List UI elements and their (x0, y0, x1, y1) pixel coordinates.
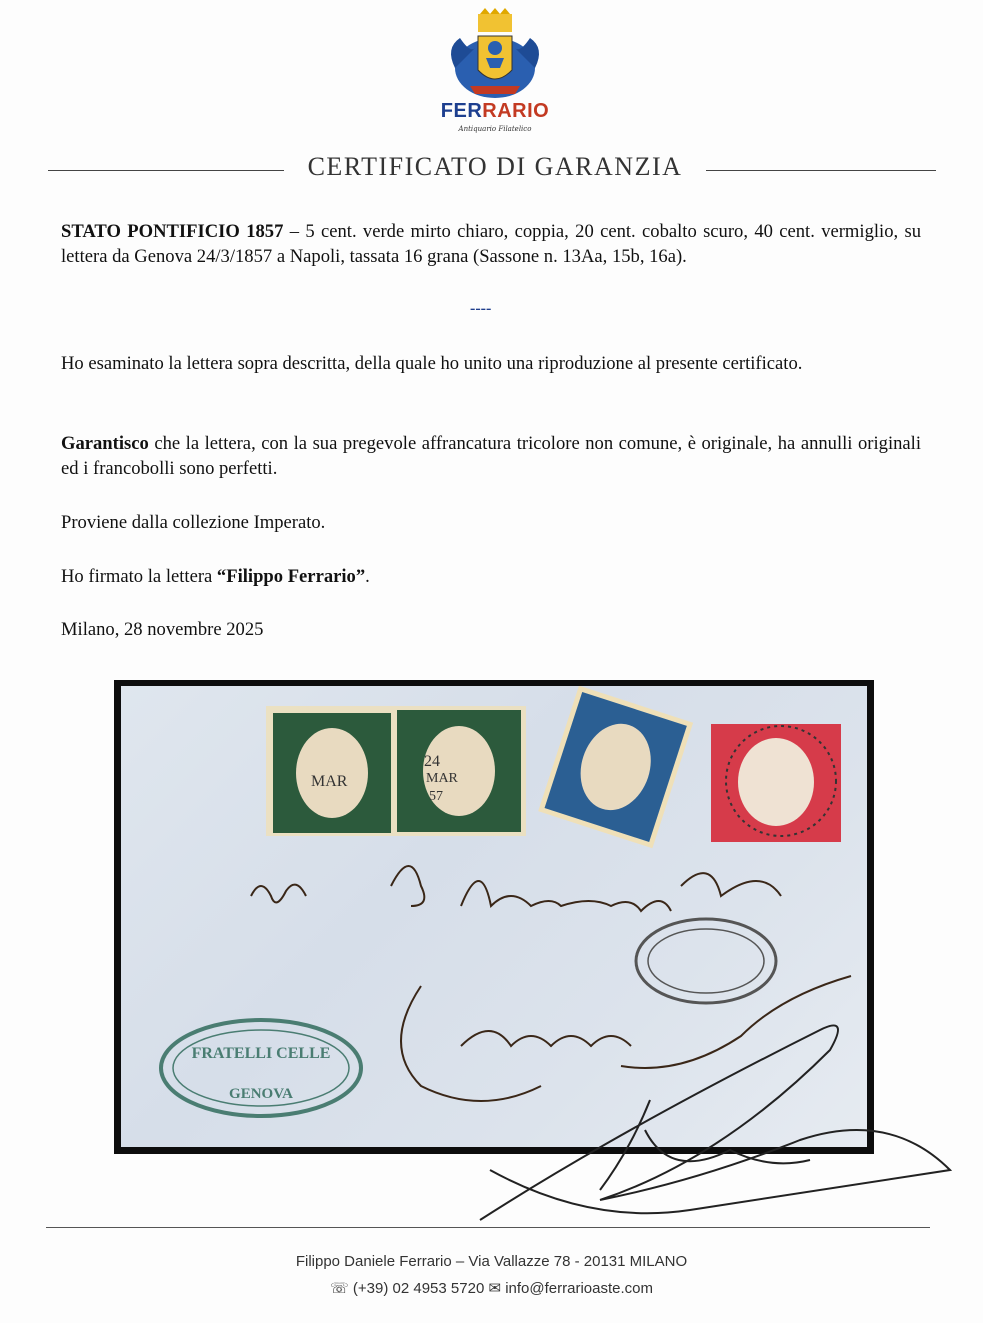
lot-details: – 5 cent. verde mirto chiaro, coppia, 20 cent. cobalto scuro, 40 cent. vermiglio, su lettera da Genova 24/3/1857 a Napoli, tassata 16 grana (Sassone n. 13Aa, 15b, 16a). (61, 221, 921, 267)
handwritten-signature (470, 1010, 970, 1240)
brand-subtitle: Antiquario Filatelico (458, 125, 532, 133)
guarantee-text: che la lettera, con la sua pregevole affrancatura tricolore non comune, è originale, ha annulli originali ed i francobolli sono perfetti. (61, 433, 921, 479)
provenance-paragraph: Proviene dalla collezione Imperato. (61, 512, 326, 533)
sender-stamp-city: GENOVA (229, 1086, 293, 1102)
footer-address: – Via Vallazze 78 - 20131 MILANO (451, 1253, 688, 1270)
postmark-month-2: MAR (426, 771, 458, 786)
place-date: Milano, 28 novembre 2025 (61, 619, 264, 640)
certificate-title: CERTIFICATO DI GARANZIA (307, 152, 683, 181)
footer-phone: (+39) 02 4953 5720 (352, 1280, 485, 1297)
postmark-month-1: MAR (311, 773, 348, 790)
lot-title: STATO PONTIFICIO 1857 (61, 221, 284, 242)
guarantee-paragraph (61, 431, 921, 481)
footer-name-line (0, 1253, 983, 1270)
separator: ---- (470, 300, 492, 317)
mail-icon: ✉ (488, 1280, 502, 1297)
green-stamp-pair (266, 706, 526, 836)
sender-stamp (161, 1020, 361, 1116)
title-rule-right (706, 170, 936, 171)
footer-contact-line (0, 1279, 983, 1297)
footer-rule (46, 1227, 930, 1228)
phone-icon: ☏ (329, 1280, 349, 1297)
title-rule-left (48, 170, 284, 171)
blue-stamp (538, 686, 693, 848)
footer-email[interactable]: info@ferrarioaste.com (505, 1280, 653, 1297)
guarantee-keyword: Garantisco (61, 433, 149, 454)
sender-stamp-name: FRATELLI CELLE (191, 1045, 331, 1062)
postmark-day: 24 (424, 753, 440, 770)
oval-postmark (636, 919, 776, 1003)
brand-name: FERRARIO (440, 100, 550, 122)
signature-paragraph (61, 564, 921, 589)
signature-period: . (365, 566, 370, 587)
footer-name: Filippo Daniele Ferrario (295, 1253, 452, 1270)
red-stamp (711, 724, 841, 842)
postmark-year: 57 (429, 789, 443, 804)
lot-description (61, 219, 921, 269)
signature-name: “Filippo Ferrario” (216, 566, 366, 587)
signature-text: Ho firmato la lettera (61, 566, 217, 587)
examination-paragraph: Ho esaminato la lettera sopra descritta, della quale ho unito una riproduzione al presente certificato. (61, 353, 803, 374)
